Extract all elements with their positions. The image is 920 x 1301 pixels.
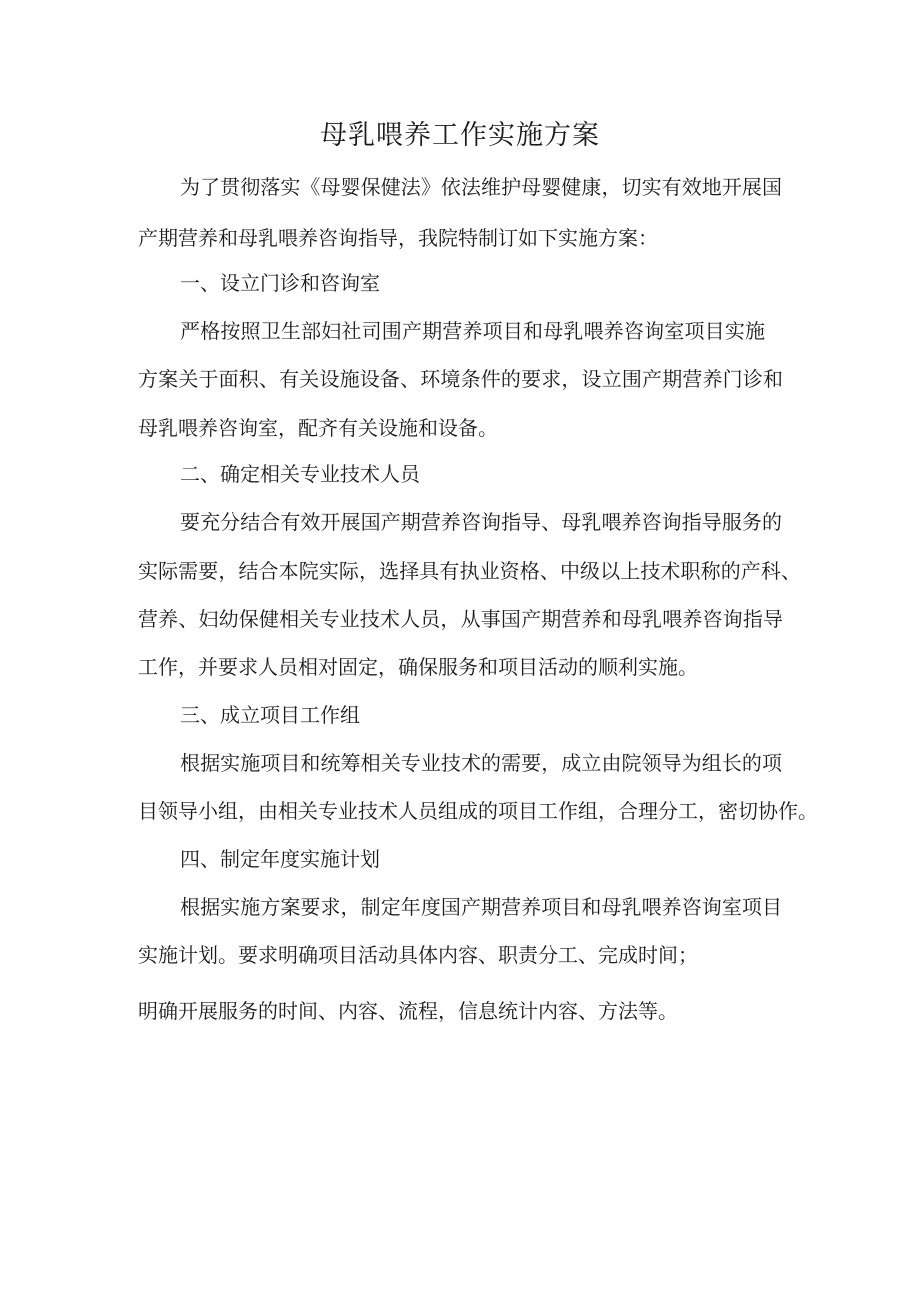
document-title: 母乳喂养工作实施方案 xyxy=(320,120,600,151)
paragraph-line: 明确开展服务的时间、内容、流程，信息统计内容、方法等。 xyxy=(138,999,678,1023)
paragraph-line: 工作，并要求人员相对固定，确保服务和项目活动的顺利实施。 xyxy=(138,655,698,679)
paragraph-line: 根据实施项目和统筹相关专业技术的需要，成立由院领导为组长的项 xyxy=(180,751,782,775)
paragraph-line: 方案关于面积、有关设施设备、环境条件的要求，设立围产期营养门诊和 xyxy=(138,367,783,391)
section-heading: 一、设立门诊和咨询室 xyxy=(180,271,380,295)
paragraph-line: 母乳喂养咨询室，配齐有关设施和设备。 xyxy=(138,416,498,440)
paragraph-line: 实际需要，结合本院实际，选择具有执业资格、中级以上技术职称的产科、 xyxy=(138,559,801,583)
paragraph-line: 营养、妇幼保健相关专业技术人员，从事国产期营养和母乳喂养咨询指导 xyxy=(138,607,783,631)
section-heading: 四、制定年度实施计划 xyxy=(180,847,380,871)
paragraph-line: 严格按照卫生部妇社司围产期营养项目和母乳喂养咨询室项目实施 xyxy=(180,319,765,343)
section-heading: 三、成立项目工作组 xyxy=(180,703,360,727)
paragraph-line: 要充分结合有效开展国产期营养咨询指导、母乳喂养咨询指导服务的 xyxy=(180,510,782,534)
paragraph-line: 产期营养和母乳喂养咨询指导，我院特制订如下实施方案： xyxy=(138,226,658,250)
paragraph-line: 根据实施方案要求，制定年度国产期营养项目和母乳喂养咨询室项目 xyxy=(180,895,782,919)
paragraph-line: 目领导小组，由相关专业技术人员组成的项目工作组，合理分工，密切协作。 xyxy=(138,799,818,823)
paragraph-line: 实施计划。要求明确项目活动具体内容、职责分工、完成时间； xyxy=(138,943,698,967)
paragraph-line: 为了贯彻落实《母婴保健法》依法维护母婴健康，切实有效地开展国 xyxy=(180,175,782,199)
section-heading: 二、确定相关专业技术人员 xyxy=(180,462,420,486)
